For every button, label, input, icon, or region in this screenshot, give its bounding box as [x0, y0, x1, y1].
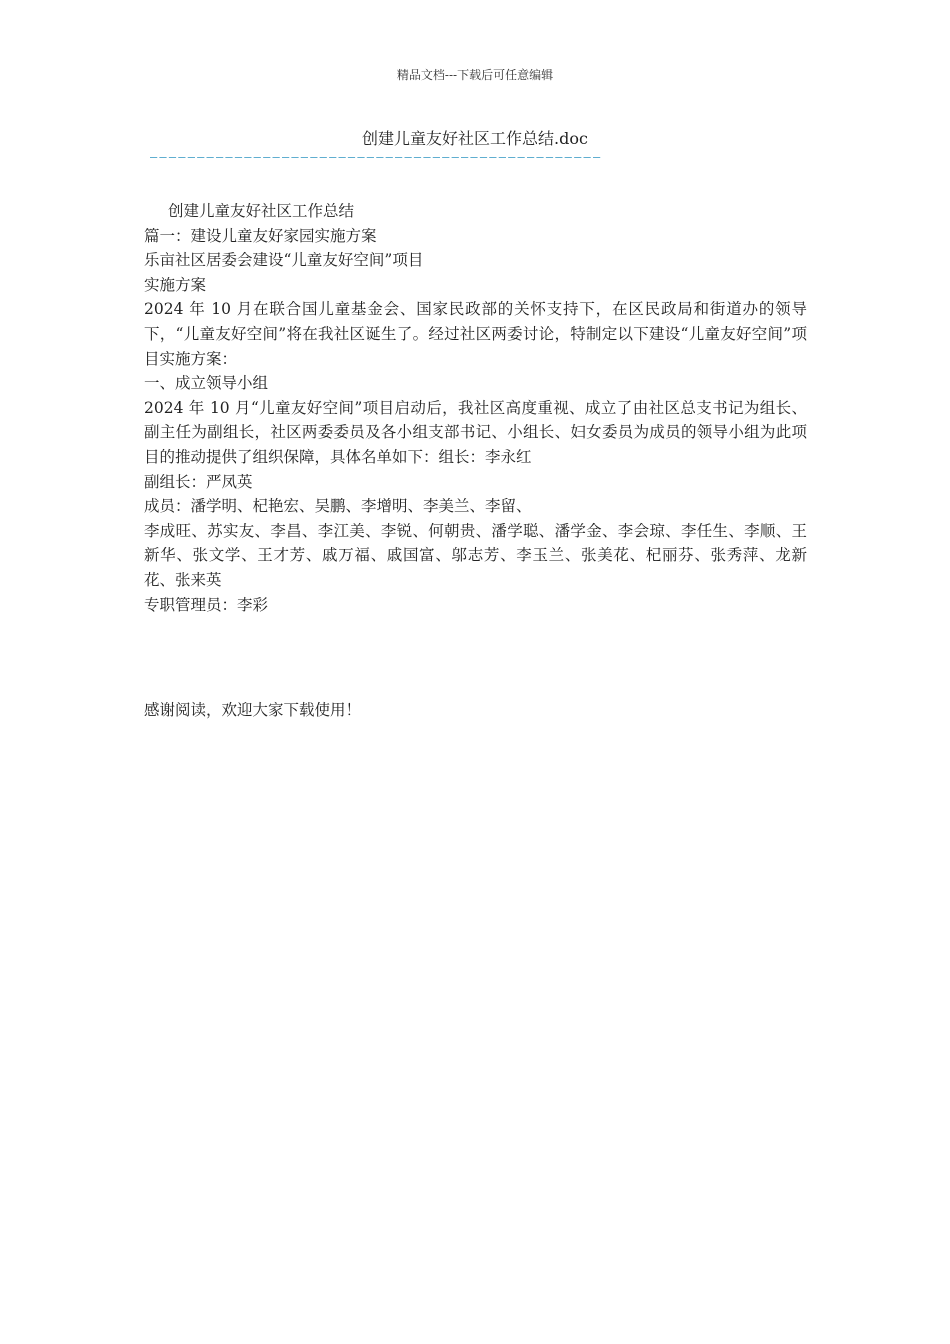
title-separator: ———————————————————————————————————————————————— [150, 150, 603, 164]
document-title: 创建儿童友好社区工作总结.doc [362, 129, 588, 148]
part-one-title: 篇一：建设儿童友好家园实施方案 [144, 226, 377, 245]
project-name: 乐亩社区居委会建设“儿童友好空间”项目 [144, 251, 424, 270]
thanks-note: 感谢阅读，欢迎大家下载使用！ [144, 701, 362, 719]
members-line-one: 成员：潘学明、杞艳宏、吴鹏、李增明、李美兰、李留、 [144, 497, 532, 516]
deputy-leader: 副组长：严凤英 [144, 472, 253, 491]
intro-paragraph: 2024 年 10 月在联合国儿童基金会、国家民政部的关怀支持下，在区民政局和街道办的领导下，“儿童友好空间”将在我社区诞生了。经过社区两委讨论，特制定以下建设“儿童友好空间”项目实施方案： [144, 300, 807, 368]
members-list: 李成旺、苏实友、李昌、李江美、李锐、何朝贵、潘学聪、潘学金、李会琼、李任生、李顺、王新华、张文学、王才芳、戚万福、戚国富、邬志芳、李玉兰、张美花、杞丽芬、张秀萍、龙新花、张来英 [144, 521, 807, 589]
page-header: 精品文档---下载后可任意编辑 [396, 68, 554, 82]
manager-line: 专职管理员：李彩 [144, 595, 269, 614]
body-heading: 创建儿童友好社区工作总结 [168, 202, 355, 220]
document-body [144, 199, 807, 617]
plan-label: 实施方案 [144, 275, 207, 294]
section-one-heading: 一、成立领导小组 [144, 374, 269, 393]
section-one-paragraph: 2024 年 10 月“儿童友好空间”项目启动后，我社区高度重视、成立了由社区总支书记为组长、副主任为副组长，社区两委委员及各小组支部书记、小组长、妇女委员为成员的领导小组为此项目的推动提供了组织保障，具体名单如下：组长：李永红 [144, 398, 807, 466]
